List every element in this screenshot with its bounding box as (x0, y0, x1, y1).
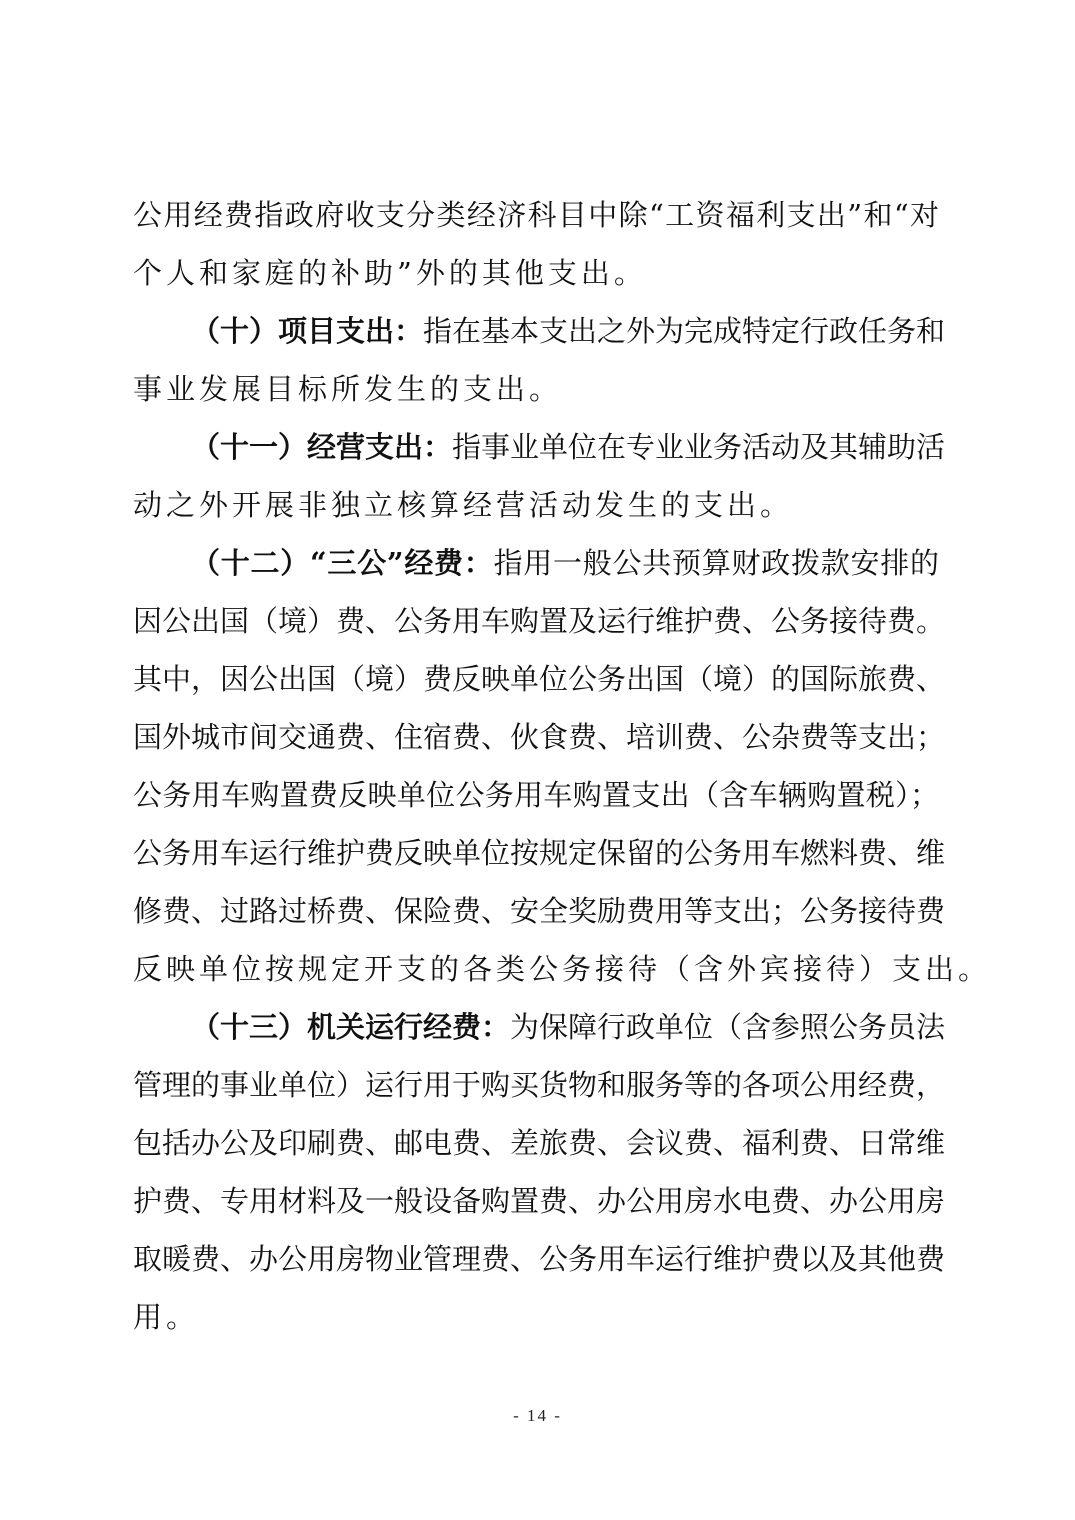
text-line (133, 940, 992, 998)
text-line (133, 1172, 946, 1230)
paragraph-public-expense-continued (133, 186, 939, 302)
text-line (133, 766, 939, 824)
text-line (133, 186, 939, 244)
text-line (133, 708, 946, 766)
line-text: 护费、专用材料及一般设备购置费、办公用房水电费、办公用房 (133, 1184, 946, 1218)
line-text: 指在基本支出之外为完成特定行政任务和 (423, 314, 946, 348)
line-text: 反映单位按规定开支的各类公务接待（含外宾接待）支出。 (133, 952, 992, 986)
document-body (133, 186, 992, 1346)
line-text: 事业发展目标所发生的支出。 (133, 372, 563, 406)
text-line (133, 418, 946, 476)
text-line (133, 882, 946, 940)
term-heading: （十二）“三公”经费： (191, 546, 494, 580)
line-text: 公务用车购置费反映单位公务用车购置支出（含车辆购置税）； (133, 778, 939, 812)
text-line (133, 650, 946, 708)
line-text: 动之外开展非独立核算经营活动发生的支出。 (133, 488, 794, 522)
text-line (133, 1114, 946, 1172)
line-text: 指用一般公共预算财政拨款安排的 (493, 546, 939, 580)
line-text: 因公出国（境）费、公务用车购置及运行维护费、公务接待费。 (133, 604, 946, 638)
line-text: 为保障行政单位（含参照公务员法 (510, 1010, 946, 1044)
term-heading: （十三）机关运行经费： (191, 1010, 511, 1044)
text-line (133, 824, 946, 882)
line-text: 国外城市间交通费、住宿费、伙食费、培训费、公杂费等支出； (133, 720, 946, 754)
line-text: 用。 (133, 1300, 200, 1334)
text-line (133, 998, 946, 1056)
text-line (133, 1288, 939, 1346)
line-text: 管理的事业单位）运行用于购买货物和服务等的各项公用经费， (133, 1068, 946, 1102)
line-text: 取暖费、办公用房物业管理费、公务用车运行维护费以及其他费 (133, 1242, 946, 1276)
paragraph-three-public-expenses (133, 534, 992, 998)
line-text: 公务用车运行维护费反映单位按规定保留的公务用车燃料费、维 (133, 836, 946, 870)
line-text: 公用经费指政府收支分类经济科目中除“工资福利支出”和“对 (133, 198, 939, 232)
line-text: 指事业单位在专业业务活动及其辅助活 (452, 430, 946, 464)
page-number: - 14 - (513, 1406, 562, 1425)
line-text: 包括办公及印刷费、邮电费、差旅费、会议费、福利费、日常维 (133, 1126, 946, 1160)
paragraph-operating-expenditure (133, 418, 946, 534)
text-line (133, 476, 939, 534)
line-text: 个人和家庭的补助”外的其他支出。 (133, 256, 647, 290)
paragraph-agency-operating-funds (133, 998, 946, 1346)
term-heading: （十一）经营支出： (191, 430, 453, 464)
term-heading: （十）项目支出： (191, 314, 424, 348)
text-line (133, 1056, 946, 1114)
line-text: 修费、过路过桥费、保险费、安全奖励费用等支出；公务接待费 (133, 894, 946, 928)
text-line (133, 302, 946, 360)
text-line (133, 244, 939, 302)
text-line (133, 360, 939, 418)
line-text: 其中，因公出国（境）费反映单位公务出国（境）的国际旅费、 (133, 662, 946, 696)
text-line (133, 592, 946, 650)
text-line (133, 1230, 946, 1288)
text-line (133, 534, 939, 592)
paragraph-project-expenditure (133, 302, 946, 418)
